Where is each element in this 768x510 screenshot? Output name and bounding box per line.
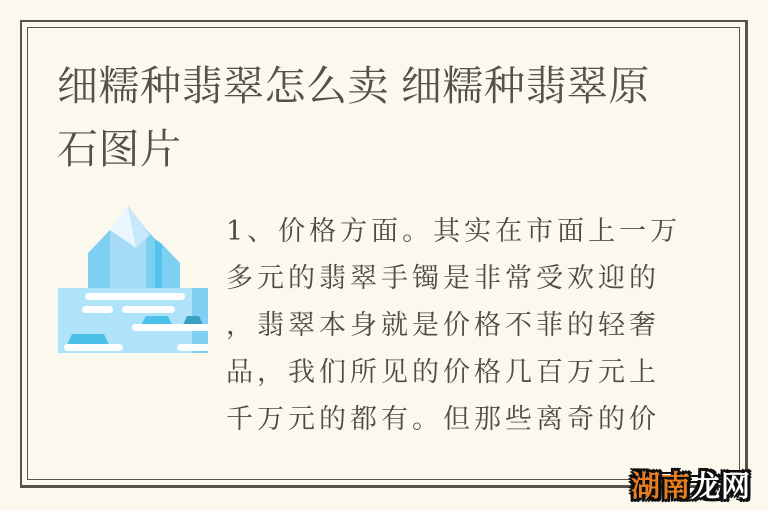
paragraph-line-1: 1、价格方面。其实在市面上一万 bbox=[226, 216, 682, 247]
paragraph-line-2: 多元的翡翠手镯是非常受欢迎的 bbox=[226, 263, 660, 294]
paragraph-line-3: ，翡翠本身就是价格不菲的轻奢 bbox=[226, 310, 660, 341]
iceberg-icon bbox=[58, 203, 208, 353]
paragraph-line-5: 千万元的都有。但那些离奇的价 bbox=[226, 404, 660, 435]
watermark-text-hunan: 湖南 bbox=[631, 471, 692, 503]
article-title bbox=[57, 55, 697, 181]
site-watermark bbox=[631, 464, 751, 505]
article-title-line1: 细糯种翡翠怎么卖 细糯种翡翠原 bbox=[57, 63, 650, 109]
watermark-text-longwang: 龙网 bbox=[691, 471, 752, 503]
article-title-line2: 石图片 bbox=[57, 126, 182, 172]
article-paragraph bbox=[226, 208, 681, 443]
paragraph-line-4: 品，我们所见的价格几百万元上 bbox=[226, 357, 660, 388]
